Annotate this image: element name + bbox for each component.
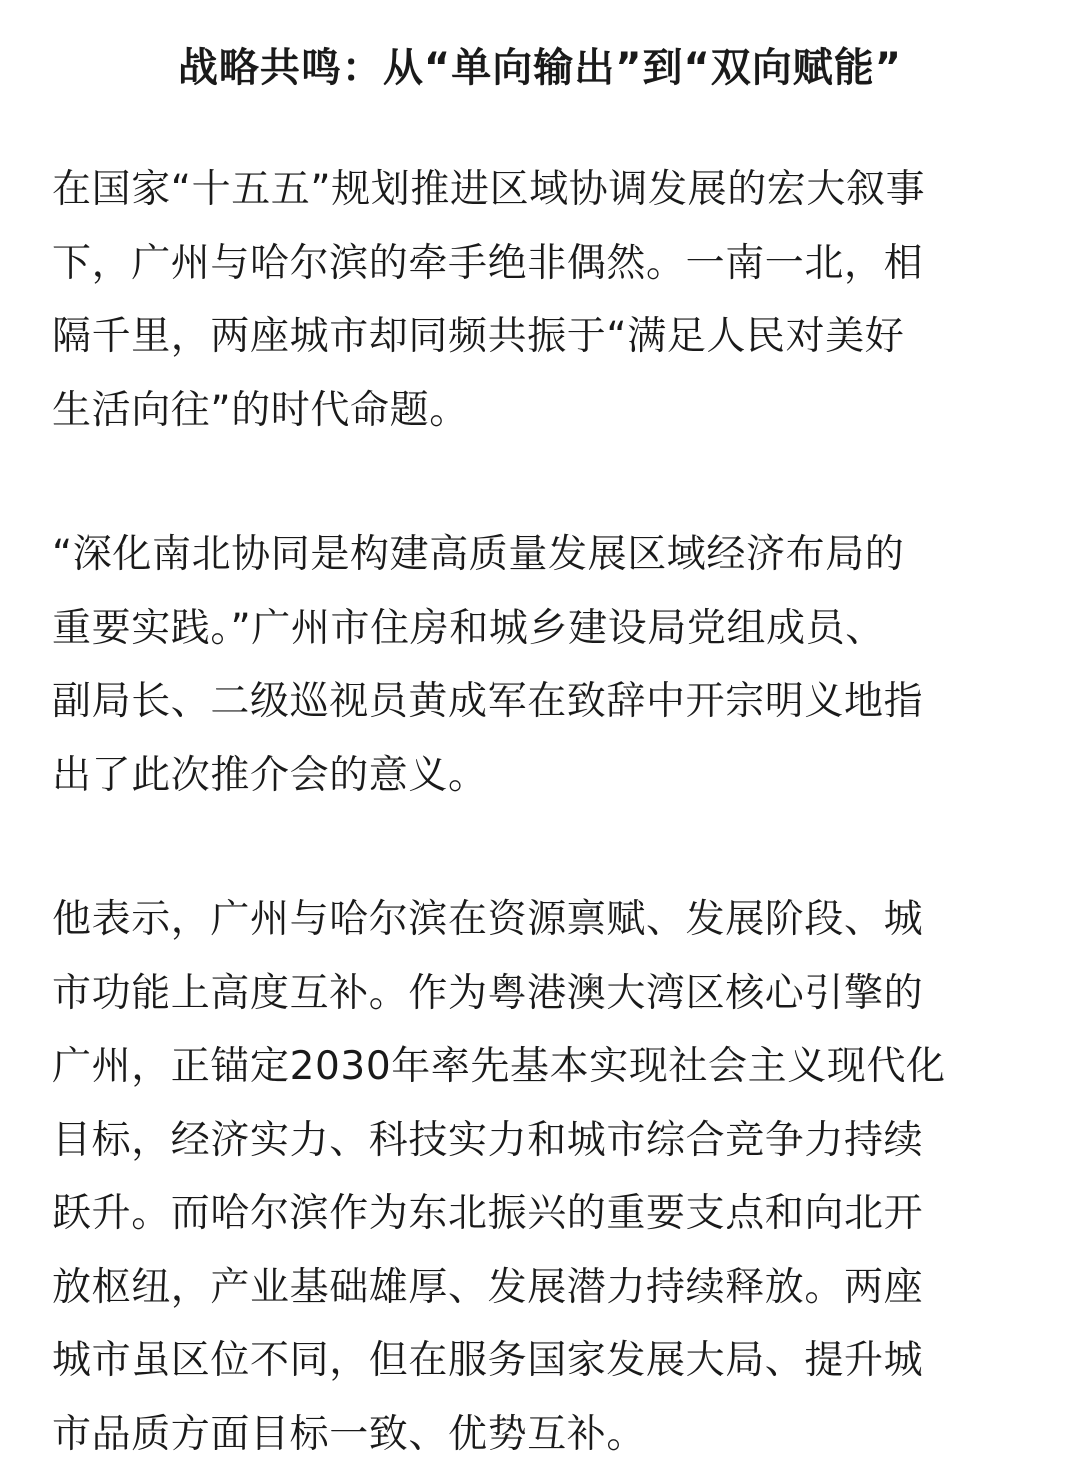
paragraph-line: 下，广州与哈尔滨的牵手绝非偶然。一南一北，相 <box>52 227 1028 301</box>
paragraph-line: 广州，正锚定2030年率先基本实现社会主义现代化 <box>52 1030 1028 1104</box>
paragraph-line: 他表示，广州与哈尔滨在资源禀赋、发展阶段、城 <box>52 883 1028 957</box>
paragraph-line: 在国家“十五五”规划推进区域协调发展的宏大叙事 <box>52 153 1028 227</box>
paragraph-3 <box>52 883 1028 1471</box>
article-heading: 战略共鸣：从“单向输出”到“双向赋能” <box>52 38 1028 98</box>
paragraph-line: 跃升。而哈尔滨作为东北振兴的重要支点和向北开 <box>52 1177 1028 1251</box>
paragraph-line: 市品质方面目标一致、优势互补。 <box>52 1398 1028 1471</box>
paragraph-2 <box>52 518 1028 812</box>
paragraph-line: 放枢纽，产业基础雄厚、发展潜力持续释放。两座 <box>52 1251 1028 1325</box>
paragraph-line: 隔千里，两座城市却同频共振于“满足人民对美好 <box>52 300 1028 374</box>
paragraph-line: 市功能上高度互补。作为粤港澳大湾区核心引擎的 <box>52 957 1028 1031</box>
paragraph-line: 生活向往”的时代命题。 <box>52 374 1028 448</box>
paragraph-line: 副局长、二级巡视员黄成军在致辞中开宗明义地指 <box>52 665 1028 739</box>
paragraph-line: 出了此次推介会的意义。 <box>52 739 1028 813</box>
paragraph-line: 目标，经济实力、科技实力和城市综合竞争力持续 <box>52 1104 1028 1178</box>
paragraph-line: 城市虽区位不同，但在服务国家发展大局、提升城 <box>52 1324 1028 1398</box>
paragraph-1 <box>52 153 1028 447</box>
paragraph-line: 重要实践。”广州市住房和城乡建设局党组成员、 <box>52 592 1028 666</box>
paragraph-line: “深化南北协同是构建高质量发展区域经济布局的 <box>52 518 1028 592</box>
